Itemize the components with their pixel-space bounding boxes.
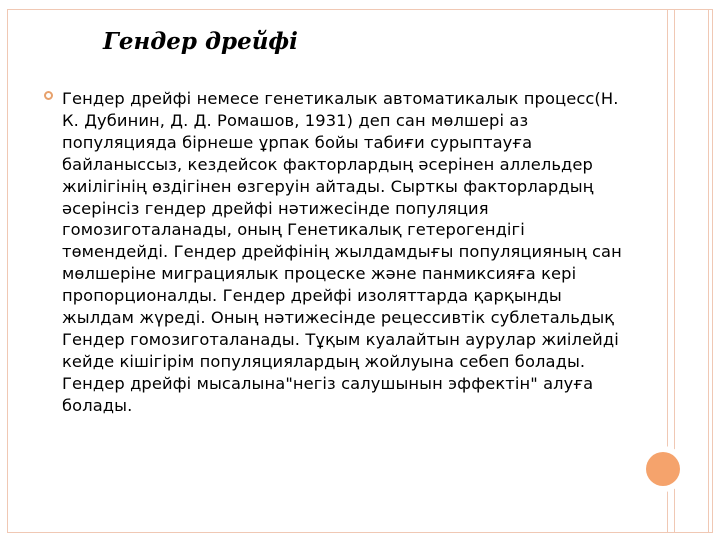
bullet-text: Гендер дрейфі немесе генетикалык автоматикалык процесс(Н. К. Дубинин, Д. Д. Ромашов, 1931) деп сан мөлшері аз популяцияда бірнеше ұрпак бойы табиғи сурыптауға байланыссыз, кездейсок факторлардың әсерінен аллельдер жиілігінің өздігінен өзгеруін айтады. Сырткы факторлардың әсерінсіз гендер дрейфі нәтижесінде популяция гомозиготаланады, оның Генетикалық гетерогендігі төмендейді. Гендер дрейфінің жылдамдығы популяцияның сан мөлшеріне миграциялык процеске және панмиксияға кері пропорционалды. Гендер дрейфі изоляттарда қарқынды жылдам жүреді. Оның нәтижесінде рецессивтік сублетальдық Гендер гомозиготаланады. Тұқым куалайтын аурулар жиілейді кейде кішігірім популяциялардың жойлуына себеп болады. Гендер дрейфі мысалына"негіз салушынын эффектін" алуға болады.	[62, 89, 622, 415]
bullet-item	[44, 88, 624, 417]
bullet-icon	[44, 91, 53, 100]
frame-rail	[708, 10, 709, 532]
decorative-dot	[646, 452, 680, 486]
slide-title: Гендер дрейфі	[103, 28, 298, 55]
